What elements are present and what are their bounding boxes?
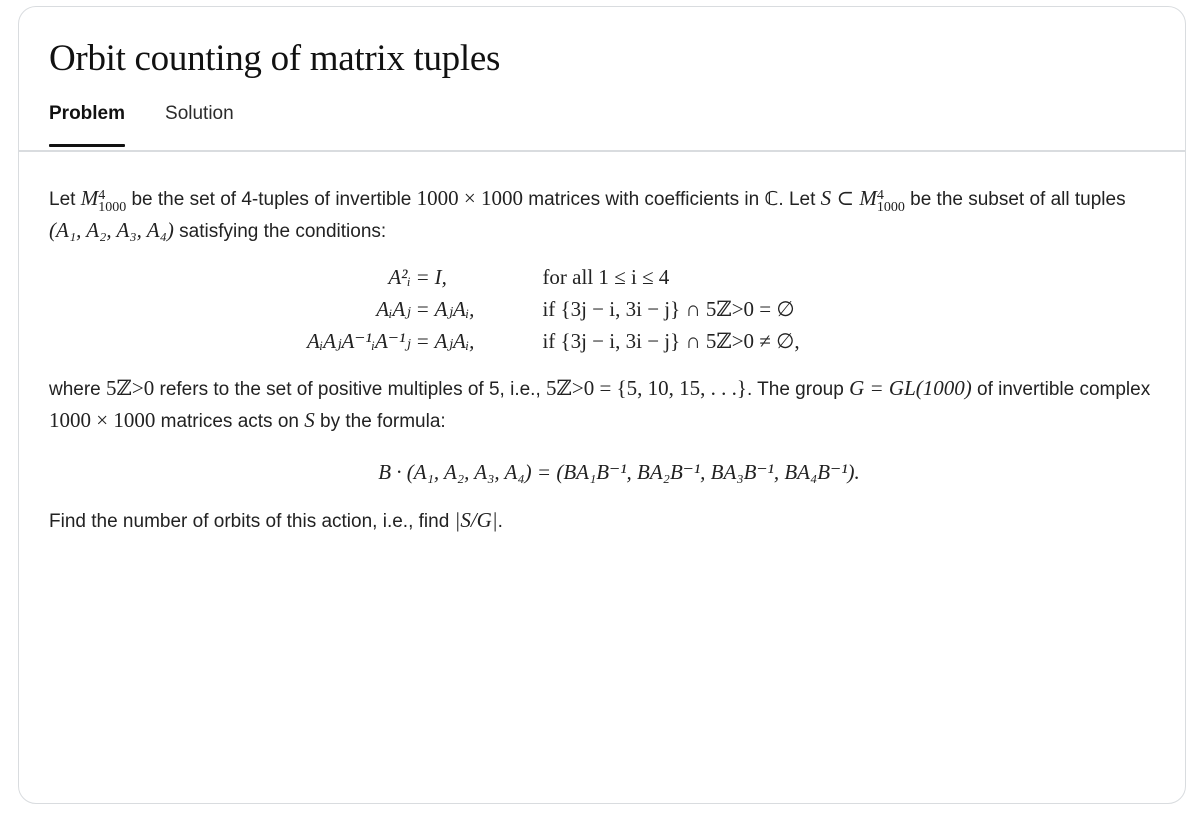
math-M-sub: 1000 (876, 200, 905, 215)
tab-bar (49, 103, 234, 147)
condition-lhs: AᵢAⱼA⁻¹ᵢA⁻¹ⱼ (307, 329, 411, 353)
math-tuple: (A₁, A₂, A₃, A₄) (49, 218, 174, 242)
math-S: S (304, 408, 315, 432)
paragraph-group-action (49, 373, 1159, 437)
paragraph-question (49, 505, 1159, 537)
equals-sign: = (416, 329, 429, 353)
math-M-sup: 4 (876, 188, 884, 203)
equals-sign: = (416, 265, 429, 289)
text-span: refers to the set of positive multiples of 5, i.e., (154, 379, 547, 400)
tab-problem[interactable]: Problem (49, 103, 125, 147)
text-span: . Let (778, 189, 821, 210)
condition-rhs: I, (434, 265, 447, 289)
condition-lhs: AᵢAⱼ (376, 297, 411, 321)
condition-rhs: AⱼAᵢ, (434, 297, 475, 321)
condition-row (307, 261, 800, 293)
math-M: M (859, 186, 877, 210)
text-span: matrices acts on (155, 411, 305, 432)
conditions-table (307, 261, 800, 357)
text-span: matrices with coefficients in (523, 189, 765, 210)
action-formula: B · (A₁, A₂, A₃, A₄) = (BA₁B⁻¹, BA₂B⁻¹, BA₃B⁻¹, BA₄B⁻¹). (378, 460, 860, 484)
tab-solution[interactable]: Solution (165, 103, 234, 124)
math-five-z-def: 5ℤ>0 = {5, 10, 15, . . .} (546, 376, 747, 400)
text-span: Find the number of orbits of this action, i.e., find (49, 511, 455, 532)
math-dim: 1000 × 1000 (49, 408, 156, 432)
math-five-z: 5ℤ>0 (106, 376, 155, 400)
text-span: be the subset of all tuples (904, 189, 1126, 210)
condition-row (307, 293, 800, 325)
math-complex-numbers: ℂ (764, 188, 779, 210)
math-M-sub: 1000 (98, 200, 127, 215)
equals-sign: = (416, 297, 429, 321)
condition-text: if {3j − i, 3i − j} ∩ 5ℤ>0 ≠ ∅, (542, 329, 800, 353)
tab-divider (19, 150, 1185, 152)
condition-row (307, 325, 800, 357)
math-M-sup: 4 (98, 188, 106, 203)
condition-lhs: A²ᵢ (388, 265, 411, 289)
paragraph-definitions (49, 183, 1159, 247)
page-title: Orbit counting of matrix tuples (49, 38, 501, 79)
math-S: S (820, 186, 832, 210)
text-span: . (497, 511, 503, 532)
math-dim: 1000 × 1000 (416, 186, 523, 210)
text-span: of invertible complex (971, 379, 1151, 400)
math-group-G: G = GL(1000) (849, 376, 972, 400)
conditions-block (49, 261, 1159, 357)
math-M-indices (877, 190, 905, 214)
math-subset: ⊂ (836, 186, 855, 210)
text-span: where (49, 379, 107, 400)
text-span: be the set of 4-tuples of invertible (126, 189, 417, 210)
math-M-indices (98, 190, 126, 214)
text-span: Let (49, 189, 81, 210)
text-span: . The group (746, 379, 850, 400)
condition-text: if {3j − i, 3i − j} ∩ 5ℤ>0 = ∅ (542, 297, 795, 321)
condition-rhs: AⱼAᵢ, (434, 329, 475, 353)
text-span: by the formula: (314, 411, 446, 432)
problem-statement (49, 183, 1159, 537)
math-M: M (80, 186, 99, 210)
math-orbit-count: |S/G| (454, 508, 498, 532)
condition-text: for all 1 ≤ i ≤ 4 (542, 265, 670, 289)
text-span: satisfying the conditions: (173, 221, 387, 242)
problem-card (18, 6, 1186, 804)
